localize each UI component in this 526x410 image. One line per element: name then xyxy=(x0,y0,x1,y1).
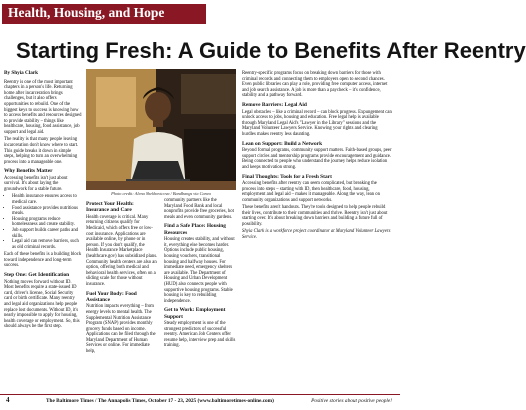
paragraph: Health coverage is critical. Many returning citizens qualify for Medicaid, which offers free or low-cost insurance. Applications are available online, by phone or in person. If you don't qualify, the Health Insurance Marketplace (healthcare.gov) has subsidized plans. Community health centers are also an option, offering both medical and behavioral health services, often on a sliding scale for those without insurance. xyxy=(86,214,158,287)
paragraph: Each of these benefits is a building block toward independence and long-term success. xyxy=(4,252,82,269)
subheading: Lean on Support: Build a Network xyxy=(242,140,323,147)
byline: By Shyia Clark xyxy=(4,70,39,76)
page-number: 4 xyxy=(6,396,10,404)
subheading: Find a Safe Place: Housing Resources xyxy=(164,223,226,236)
paragraph: Nutrition impacts everything – from energy levels to mental health. The Supplemental Nutrition Assistance Program (SNAP) provides monthly grocery funds based on income. Applications can be filed through the Maryland Department of Human Services or online. For immediate help, xyxy=(86,304,156,355)
woman-at-laptop-image xyxy=(86,69,236,190)
subheading: Step One: Get Identification xyxy=(4,271,70,278)
subheading: Protect Your Health: Insurance and Care xyxy=(86,201,134,214)
subheading: Final Thoughts: Tools for a Fresh Start xyxy=(242,173,332,180)
subheading: Why Benefits Matter xyxy=(4,168,53,175)
paragraph: Nothing moves forward without ID. Most benefits require a state-issued ID card, driver's license, Social Security card or birth certificate. Many reentry and legal aid organizations help people replace lost documents. Without ID, it's nearly impossible to apply for housing, health coverage or employment. So, this should always be the first step. xyxy=(4,279,80,330)
intro-paragraph: The reality is that many people leaving incarceration don't know where to start. This guide breaks it down in simple steps, helping to turn an overwhelming process into a manageable one. xyxy=(4,137,79,165)
headline: Starting Fresh: A Guide to Benefits After Reentry xyxy=(16,38,526,63)
column-4 xyxy=(242,71,392,242)
paragraph: community partners like the Maryland Food Bank and local nonprofits provide free groceries, hot meals and even community gardens. xyxy=(164,198,234,220)
paragraph: Accessing benefits after reentry can seem complicated, but breaking the process into steps – starting with ID, then healthcare, food, housing, employment and legal aid – makes it manageable. Along the way, lean on community organizations and support networks. xyxy=(242,181,380,203)
paragraph: Reentry-specific programs focus on breaking down barriers for those with criminal records and connecting them to employers open to second chances. Even public libraries can play a role, providing free computer access, internet and job search assistance. A job is more than a paycheck – it's confidence, stability and a pathway forward. xyxy=(242,71,388,99)
list-item: • Housing programs reduce homelessness and create stability. xyxy=(12,217,82,228)
author-bio: Shyia Clark is a workforce project coordinator at Maryland Volunteer Lawyers Service. xyxy=(242,229,391,241)
paragraph: Accessing benefits isn't just about survival. It's about laying the groundwork for a stable future. xyxy=(4,175,68,193)
intro-paragraph: Reentry is one of the most important chapters in a person's life. Returning home after incarceration brings challenges, but it also offers opportunities to rebuild. One of the biggest keys to success is knowing how to access benefits and resources designed to provide stability – things like healthcare, housing, food assistance, job support and legal aid. xyxy=(4,79,82,135)
list-item: • Job support builds career paths and skills. xyxy=(12,228,82,239)
photo-caption: Photo credit: Alena Shekhovtcova / Bandbangs via Canva xyxy=(111,191,211,196)
column-3 xyxy=(164,198,236,351)
paragraph: These benefits aren't handouts. They're tools designed to help people rebuild their lives, contribute to their communities and thrive. Reentry isn't just about starting over. It's about breaking down barriers and building a future full of possibility. xyxy=(242,205,388,228)
paragraph: Legal obstacles – like a criminal record – can block progress. Expungement can unlock access to jobs, housing and education. Free legal help is available through Maryland Legal Aid's "Lawyer in the Library" sessions and the Maryland Volunteer Lawyers Service. Knowing your rights and clearing hurdles makes reentry less daunting. xyxy=(242,109,392,137)
paragraph: Beyond formal programs, community support matters. Faith-based groups, peer support circles and mentorship programs provide encouragement and guidance. Being connected to people who understand the journey helps reduce isolation and keeps motivation strong. xyxy=(242,148,392,170)
subheading: Get to Work: Employment Support xyxy=(164,307,226,320)
footer-tagline: Positive stories about positive people! xyxy=(311,398,392,404)
section-banner xyxy=(2,4,206,24)
article-photo xyxy=(86,69,236,190)
publication-line: The Baltimore Times / The Annapolis Times, October 17 - 23, 2025 (www.baltimoretimes-online.com) xyxy=(46,398,274,404)
list-item: • Health insurance ensures access to medical care. xyxy=(12,194,82,205)
column-1 xyxy=(4,71,82,332)
benefits-list xyxy=(4,194,82,250)
subheading: Fuel Your Body: Food Assistance xyxy=(86,290,137,303)
list-item: • Legal aid can remove barriers, such as old criminal records. xyxy=(12,239,82,250)
column-2 xyxy=(86,198,158,356)
section-banner-label: Health, Housing, and Hope xyxy=(8,5,165,20)
list-item: • Food assistance provides nutritious meals. xyxy=(12,206,82,217)
paragraph: Steady employment is one of the strongest predictors of successful reentry. American Job Centers offer resume help, interview prep and skills training. xyxy=(164,321,236,349)
subheading: Remove Barriers: Legal Aid xyxy=(242,101,307,108)
paragraph: Housing creates stability, and without it, everything else becomes harder. Options include public housing, housing vouchers, transitional housing and halfway houses. For immediate need, emergency shelters are available. The Department of Housing and Urban Development (HUD) also connects people with supportive housing programs. Stable housing is key to rebuilding independence. xyxy=(164,237,235,304)
page-footer xyxy=(0,394,400,409)
